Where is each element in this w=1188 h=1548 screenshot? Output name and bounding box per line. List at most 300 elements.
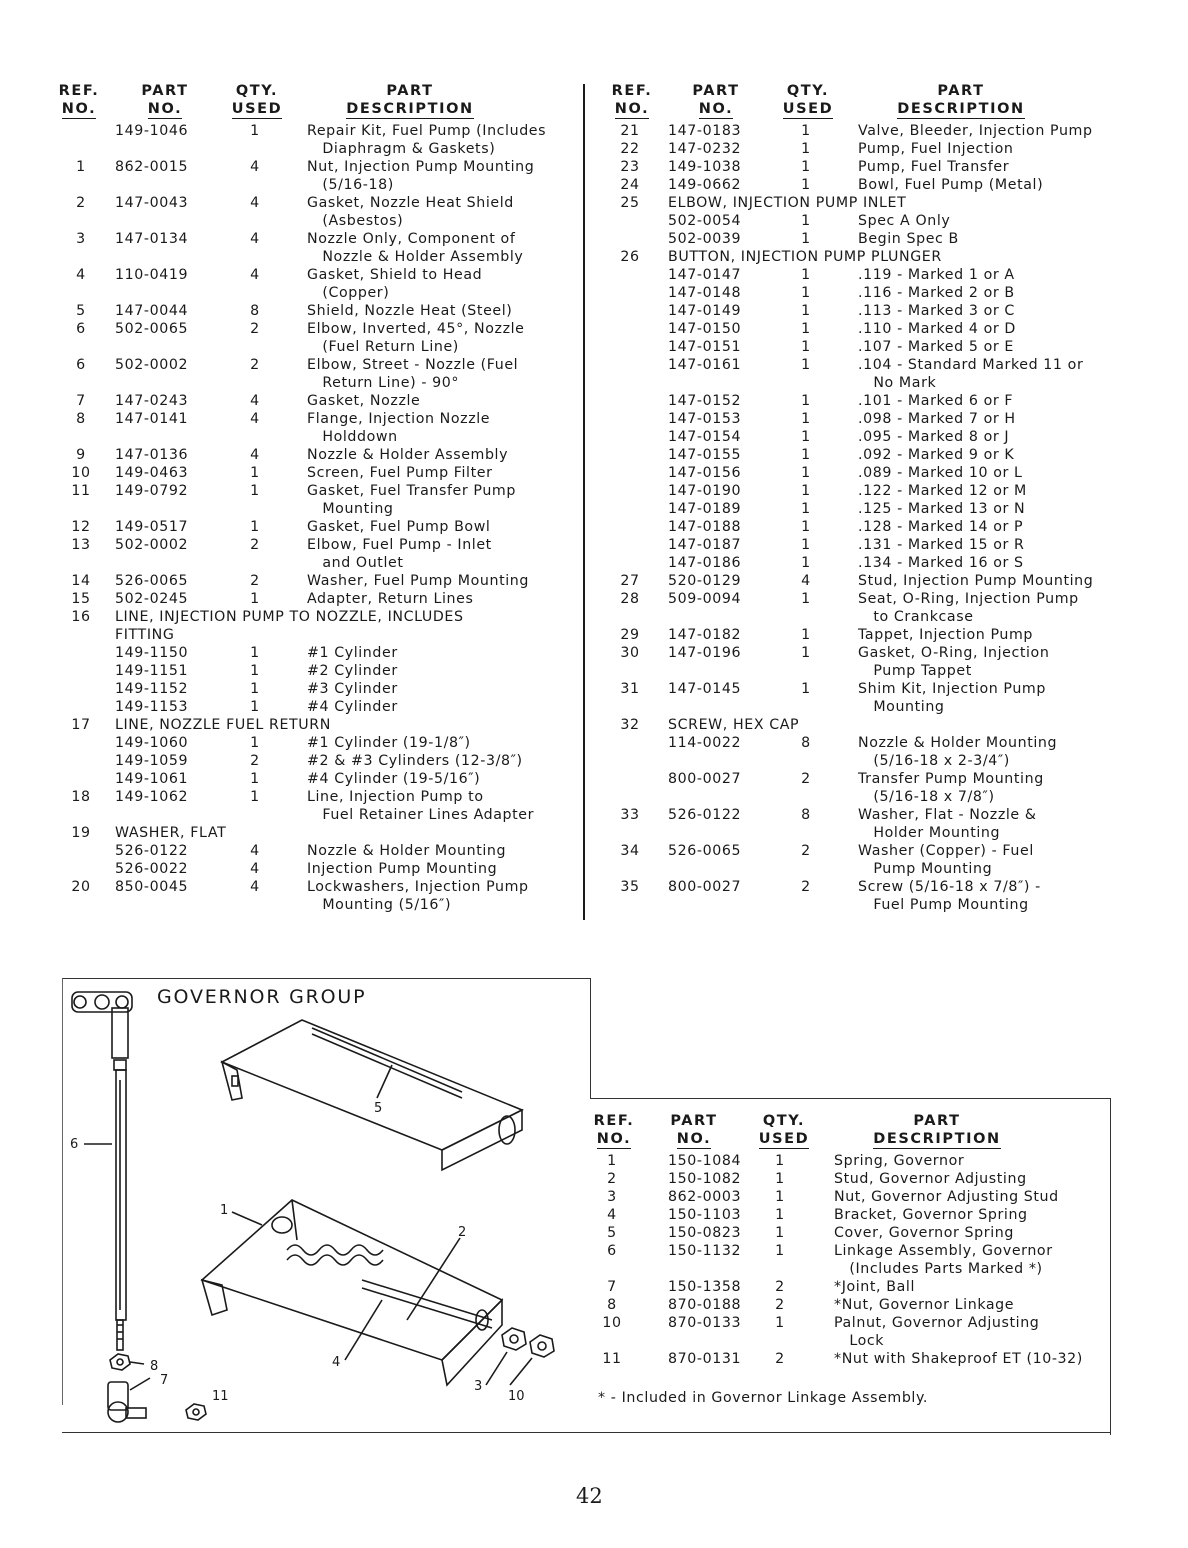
cell-part: 502-0065	[115, 321, 189, 337]
table-row	[608, 464, 1118, 482]
cell-qty: 4	[801, 573, 811, 589]
cell-ref: 1	[76, 159, 86, 175]
table-row	[608, 518, 1118, 536]
cell-qty: 8	[801, 807, 811, 823]
table-row	[608, 356, 1118, 374]
cell-desc: Pump Mounting	[858, 861, 993, 877]
cell-full: FITTING	[115, 627, 175, 643]
cell-part: 147-0134	[115, 231, 189, 247]
parts-list-right	[608, 122, 1118, 914]
cell-desc: Shield, Nozzle Heat (Steel)	[307, 303, 513, 319]
cell-part: 147-0183	[668, 123, 742, 139]
table-row	[55, 464, 580, 482]
cell-part: 147-0147	[668, 267, 742, 283]
cell-qty: 4	[250, 195, 260, 211]
cell-qty: 1	[801, 141, 811, 157]
table-row	[608, 842, 1118, 860]
cell-desc: Gasket, Nozzle Heat Shield	[307, 195, 514, 211]
callout-10: 10	[508, 1389, 525, 1404]
cell-ref: 18	[71, 789, 91, 805]
cell-qty: 1	[801, 393, 811, 409]
cell-ref: 20	[71, 879, 91, 895]
cell-qty: 4	[250, 267, 260, 283]
callout-6: 6	[70, 1137, 79, 1152]
cell-qty: 1	[250, 645, 260, 661]
cell-ref: 5	[76, 303, 86, 319]
cell-desc: Nozzle & Holder Mounting	[307, 843, 507, 859]
cell-ref: 27	[620, 573, 640, 589]
cell-desc: .113 - Marked 3 or C	[858, 303, 1015, 319]
governor-group-title: GOVERNOR GROUP	[157, 986, 367, 1008]
cell-part: 150-1132	[668, 1243, 742, 1259]
cell-ref: 8	[76, 411, 86, 427]
table-row	[608, 284, 1118, 302]
cell-part: 149-1061	[115, 771, 189, 787]
cell-part: 110-0419	[115, 267, 189, 283]
table-row	[608, 338, 1118, 356]
desc-header-1: PART	[937, 83, 985, 99]
cell-part: 149-1046	[115, 123, 189, 139]
cell-part: 149-0463	[115, 465, 189, 481]
cell-ref: 10	[71, 465, 91, 481]
table-row	[608, 662, 1118, 680]
table-row	[55, 176, 580, 194]
callout-4: 4	[332, 1355, 341, 1370]
cell-desc: Holddown	[307, 429, 398, 445]
cell-part: 509-0094	[668, 591, 742, 607]
cell-desc: Stud, Governor Adjusting	[834, 1171, 1027, 1187]
cell-part: 147-0155	[668, 447, 742, 463]
cell-desc: Begin Spec B	[858, 231, 959, 247]
cell-qty: 1	[801, 537, 811, 553]
table-row	[590, 1278, 1100, 1296]
table-row	[55, 662, 580, 680]
cell-part: 150-1082	[668, 1171, 742, 1187]
cell-qty: 1	[801, 465, 811, 481]
cell-desc: Shim Kit, Injection Pump	[858, 681, 1046, 697]
cell-qty: 2	[801, 879, 811, 895]
cell-part: 502-0245	[115, 591, 189, 607]
table-row	[55, 698, 580, 716]
ref-header-2: NO.	[614, 101, 650, 117]
cell-ref: 4	[76, 267, 86, 283]
table-row	[55, 518, 580, 536]
cell-ref: 12	[71, 519, 91, 535]
cell-desc: Nut, Governor Adjusting Stud	[834, 1189, 1059, 1205]
ref-header-2: NO.	[596, 1131, 632, 1147]
cell-desc: and Outlet	[307, 555, 404, 571]
cell-desc: #4 Cylinder (19-5/16″)	[307, 771, 481, 787]
cell-full: WASHER, FLAT	[115, 825, 227, 841]
table-header	[608, 82, 1118, 122]
cell-desc: .104 - Standard Marked 11 or	[858, 357, 1084, 373]
cell-part: 150-0823	[668, 1225, 742, 1241]
cell-qty: 1	[250, 681, 260, 697]
cell-desc: Seat, O-Ring, Injection Pump	[858, 591, 1079, 607]
ref-header-1: REF.	[58, 83, 100, 99]
cell-part: 147-0154	[668, 429, 742, 445]
qty-header-1: QTY.	[762, 1113, 806, 1129]
cell-full: SCREW, HEX CAP	[668, 717, 800, 733]
cell-qty: 4	[250, 411, 260, 427]
cell-desc: Nozzle Only, Component of	[307, 231, 516, 247]
table-row	[608, 176, 1118, 194]
cell-part: 147-0043	[115, 195, 189, 211]
cell-ref: 2	[607, 1171, 617, 1187]
cell-desc: to Crankcase	[858, 609, 974, 625]
table-row	[55, 734, 580, 752]
cell-full: ELBOW, INJECTION PUMP INLET	[668, 195, 907, 211]
cell-ref: 2	[76, 195, 86, 211]
table-row	[608, 194, 1118, 212]
cell-part: 870-0131	[668, 1351, 742, 1367]
table-row	[55, 230, 580, 248]
callout-8: 8	[150, 1359, 159, 1374]
cell-part: 147-0150	[668, 321, 742, 337]
table-row	[55, 806, 580, 824]
desc-header-2: DESCRIPTION	[346, 101, 474, 117]
table-row	[55, 554, 580, 572]
cell-desc: (5/16-18)	[307, 177, 394, 193]
governor-cover-drawing	[222, 1020, 522, 1170]
table-row	[608, 752, 1118, 770]
cell-desc: .092 - Marked 9 or K	[858, 447, 1015, 463]
table-row	[590, 1206, 1100, 1224]
cell-qty: 4	[250, 843, 260, 859]
table-row	[55, 122, 580, 140]
cell-ref: 31	[620, 681, 640, 697]
table-row	[55, 158, 580, 176]
cell-desc: Cover, Governor Spring	[834, 1225, 1014, 1241]
callout-1: 1	[220, 1203, 229, 1218]
table-row	[608, 212, 1118, 230]
cell-desc: Nozzle & Holder Assembly	[307, 249, 524, 265]
qty-header-2: USED	[231, 101, 283, 117]
table-row	[608, 374, 1118, 392]
cell-part: 800-0027	[668, 771, 742, 787]
cell-ref: 32	[620, 717, 640, 733]
cell-part: 526-0122	[668, 807, 742, 823]
cell-qty: 1	[250, 663, 260, 679]
cell-full: LINE, INJECTION PUMP TO NOZZLE, INCLUDES	[115, 609, 464, 625]
table-row	[55, 752, 580, 770]
cell-qty: 1	[801, 447, 811, 463]
qty-header-2: USED	[782, 101, 834, 117]
cell-desc: Pump, Fuel Injection	[858, 141, 1014, 157]
cell-qty: 2	[250, 753, 260, 769]
cell-qty: 1	[801, 591, 811, 607]
cell-qty: 1	[801, 267, 811, 283]
cell-desc: Nozzle & Holder Assembly	[307, 447, 509, 463]
cell-desc: Gasket, Fuel Transfer Pump	[307, 483, 516, 499]
cell-full: BUTTON, INJECTION PUMP PLUNGER	[668, 249, 942, 265]
cell-ref: 6	[76, 321, 86, 337]
cell-desc: Washer (Copper) - Fuel	[858, 843, 1034, 859]
cell-desc: Gasket, Fuel Pump Bowl	[307, 519, 491, 535]
cell-qty: 1	[801, 339, 811, 355]
cell-desc: Line, Injection Pump to	[307, 789, 484, 805]
table-row	[608, 824, 1118, 842]
table-row	[608, 644, 1118, 662]
cell-qty: 1	[250, 789, 260, 805]
callout-3: 3	[474, 1379, 483, 1394]
table-row	[55, 356, 580, 374]
cell-desc: Gasket, O-Ring, Injection	[858, 645, 1050, 661]
table-row	[55, 248, 580, 266]
cell-desc: Mounting (5/16″)	[307, 897, 452, 913]
table-row	[608, 410, 1118, 428]
part-header-2: NO.	[676, 1131, 712, 1147]
table-row	[608, 608, 1118, 626]
cell-part: 147-0151	[668, 339, 742, 355]
cell-desc: #3 Cylinder	[307, 681, 398, 697]
ref-header-2: NO.	[61, 101, 97, 117]
cell-desc: Lock	[834, 1333, 885, 1349]
table-row	[55, 392, 580, 410]
cell-part: 850-0045	[115, 879, 189, 895]
cell-desc: Lockwashers, Injection Pump	[307, 879, 529, 895]
cell-part: 147-0232	[668, 141, 742, 157]
table-row	[608, 680, 1118, 698]
cell-qty: 2	[250, 573, 260, 589]
cell-ref: 9	[76, 447, 86, 463]
cell-part: 147-0145	[668, 681, 742, 697]
cell-desc: Gasket, Shield to Head	[307, 267, 483, 283]
cell-desc: *Nut with Shakeproof ET (10-32)	[834, 1351, 1083, 1367]
cell-ref: 7	[607, 1279, 617, 1295]
table-row	[55, 428, 580, 446]
table-row	[608, 302, 1118, 320]
cell-part: 520-0129	[668, 573, 742, 589]
cell-desc: .089 - Marked 10 or L	[858, 465, 1023, 481]
cell-part: 150-1103	[668, 1207, 742, 1223]
table-row	[608, 716, 1118, 734]
cell-desc: *Nut, Governor Linkage	[834, 1297, 1015, 1313]
cell-part: 147-0188	[668, 519, 742, 535]
table-row	[55, 896, 580, 914]
cell-desc: .134 - Marked 16 or S	[858, 555, 1024, 571]
cell-qty: 2	[775, 1351, 785, 1367]
part-header-1: PART	[141, 83, 189, 99]
cell-desc: Elbow, Street - Nozzle (Fuel	[307, 357, 519, 373]
cell-ref: 24	[620, 177, 640, 193]
cell-qty: 1	[775, 1171, 785, 1187]
cell-desc: Adapter, Return Lines	[307, 591, 474, 607]
cell-ref: 7	[76, 393, 86, 409]
table-row	[55, 284, 580, 302]
cell-qty: 2	[775, 1297, 785, 1313]
cell-desc: Elbow, Fuel Pump - Inlet	[307, 537, 492, 553]
cell-qty: 1	[801, 501, 811, 517]
table-row	[55, 320, 580, 338]
cell-ref: 14	[71, 573, 91, 589]
table-row	[55, 140, 580, 158]
table-row	[590, 1242, 1100, 1260]
qty-header-1: QTY.	[235, 83, 279, 99]
cell-qty: 4	[250, 231, 260, 247]
callout-2: 2	[458, 1225, 467, 1240]
cell-part: 149-1150	[115, 645, 189, 661]
table-row	[608, 734, 1118, 752]
table-row	[55, 338, 580, 356]
table-row	[55, 500, 580, 518]
callout-7: 7	[160, 1373, 169, 1388]
cell-part: 147-0196	[668, 645, 742, 661]
cell-desc: Nut, Injection Pump Mounting	[307, 159, 535, 175]
cell-ref: 22	[620, 141, 640, 157]
cell-desc: Linkage Assembly, Governor	[834, 1243, 1053, 1259]
cell-ref: 11	[71, 483, 91, 499]
linkage-assembly-drawing	[72, 992, 206, 1422]
cell-part: 147-0152	[668, 393, 742, 409]
desc-header-1: PART	[913, 1113, 961, 1129]
cell-desc: Screw (5/16-18 x 7/8″) -	[858, 879, 1041, 895]
table-row	[590, 1188, 1100, 1206]
desc-header-2: DESCRIPTION	[873, 1131, 1001, 1147]
cell-qty: 1	[250, 771, 260, 787]
cell-ref: 15	[71, 591, 91, 607]
cell-desc: Return Line) - 90°	[307, 375, 460, 391]
cell-qty: 1	[775, 1153, 785, 1169]
cell-part: 149-1060	[115, 735, 189, 751]
cell-part: 114-0022	[668, 735, 742, 751]
cell-part: 147-0136	[115, 447, 189, 463]
cell-qty: 1	[801, 177, 811, 193]
table-row	[55, 824, 580, 842]
table-row	[608, 140, 1118, 158]
cell-desc: Washer, Flat - Nozzle &	[858, 807, 1037, 823]
cell-ref: 3	[76, 231, 86, 247]
cell-ref: 6	[76, 357, 86, 373]
table-row	[55, 626, 580, 644]
table-row	[590, 1260, 1100, 1278]
cell-desc: .119 - Marked 1 or A	[858, 267, 1015, 283]
governor-footnote: * - Included in Governor Linkage Assembly.	[598, 1390, 929, 1406]
table-row	[608, 482, 1118, 500]
cell-desc: Repair Kit, Fuel Pump (Includes	[307, 123, 547, 139]
cell-qty: 1	[250, 123, 260, 139]
cell-part: 526-0022	[115, 861, 189, 877]
governor-bottom-rule	[62, 1432, 1110, 1433]
table-row	[55, 374, 580, 392]
cell-desc: Transfer Pump Mounting	[858, 771, 1044, 787]
cell-part: 149-0792	[115, 483, 189, 499]
cell-ref: 4	[607, 1207, 617, 1223]
cell-part: 149-1059	[115, 753, 189, 769]
part-header-1: PART	[692, 83, 740, 99]
table-row	[55, 446, 580, 464]
cell-ref: 6	[607, 1243, 617, 1259]
cell-ref: 5	[607, 1225, 617, 1241]
cell-part: 147-0182	[668, 627, 742, 643]
table-row	[55, 482, 580, 500]
cell-qty: 1	[801, 555, 811, 571]
cell-qty: 1	[801, 213, 811, 229]
cell-part: 526-0122	[115, 843, 189, 859]
cell-qty: 2	[801, 843, 811, 859]
cell-desc: #2 Cylinder	[307, 663, 398, 679]
cell-part: 147-0141	[115, 411, 189, 427]
cell-desc: #1 Cylinder (19-1/8″)	[307, 735, 471, 751]
table-row	[590, 1296, 1100, 1314]
cell-qty: 1	[775, 1207, 785, 1223]
table-row	[608, 590, 1118, 608]
cell-desc: (Asbestos)	[307, 213, 404, 229]
table-row	[55, 590, 580, 608]
governor-parts-list	[590, 1152, 1100, 1368]
cell-desc: (5/16-18 x 2-3/4″)	[858, 753, 1010, 769]
cell-ref: 33	[620, 807, 640, 823]
cell-desc: Spring, Governor	[834, 1153, 965, 1169]
table-row	[608, 896, 1118, 914]
table-header	[55, 82, 580, 122]
table-row	[55, 410, 580, 428]
cell-desc: (Includes Parts Marked *)	[834, 1261, 1043, 1277]
cell-ref: 25	[620, 195, 640, 211]
cell-ref: 21	[620, 123, 640, 139]
table-row	[608, 392, 1118, 410]
table-row	[55, 788, 580, 806]
cell-part: 147-0187	[668, 537, 742, 553]
cell-part: 147-0149	[668, 303, 742, 319]
cell-qty: 1	[250, 699, 260, 715]
cell-ref: 3	[607, 1189, 617, 1205]
cell-part: 526-0065	[115, 573, 189, 589]
cell-ref: 1	[607, 1153, 617, 1169]
cell-part: 502-0039	[668, 231, 742, 247]
cell-desc: Flange, Injection Nozzle	[307, 411, 491, 427]
cell-part: 149-1151	[115, 663, 189, 679]
table-row	[590, 1152, 1100, 1170]
cell-part: 147-0189	[668, 501, 742, 517]
cell-qty: 1	[801, 357, 811, 373]
cell-ref: 19	[71, 825, 91, 841]
table-row	[608, 860, 1118, 878]
cell-desc: Holder Mounting	[858, 825, 1001, 841]
cell-ref: 17	[71, 717, 91, 733]
cell-qty: 1	[801, 303, 811, 319]
cell-desc: Valve, Bleeder, Injection Pump	[858, 123, 1093, 139]
table-row	[55, 194, 580, 212]
cell-desc: (Copper)	[307, 285, 390, 301]
cell-qty: 2	[775, 1279, 785, 1295]
cell-ref: 26	[620, 249, 640, 265]
cell-desc: No Mark	[858, 375, 937, 391]
cell-part: 149-1153	[115, 699, 189, 715]
cell-desc: Fuel Pump Mounting	[858, 897, 1029, 913]
table-row	[608, 230, 1118, 248]
table-row	[608, 554, 1118, 572]
table-row	[55, 266, 580, 284]
table-row	[608, 320, 1118, 338]
table-row	[608, 248, 1118, 266]
cell-part: 147-0243	[115, 393, 189, 409]
parts-column-right	[608, 82, 1118, 914]
cell-qty: 1	[250, 519, 260, 535]
cell-qty: 1	[801, 519, 811, 535]
cell-part: 147-0186	[668, 555, 742, 571]
cell-qty: 4	[250, 879, 260, 895]
table-row	[608, 500, 1118, 518]
table-row	[55, 536, 580, 554]
cell-desc: Stud, Injection Pump Mounting	[858, 573, 1094, 589]
table-row	[55, 212, 580, 230]
cell-ref: 13	[71, 537, 91, 553]
qty-header-1: QTY.	[786, 83, 830, 99]
cell-desc: Diaphragm & Gaskets)	[307, 141, 496, 157]
table-row	[608, 536, 1118, 554]
cell-desc: (Fuel Return Line)	[307, 339, 459, 355]
